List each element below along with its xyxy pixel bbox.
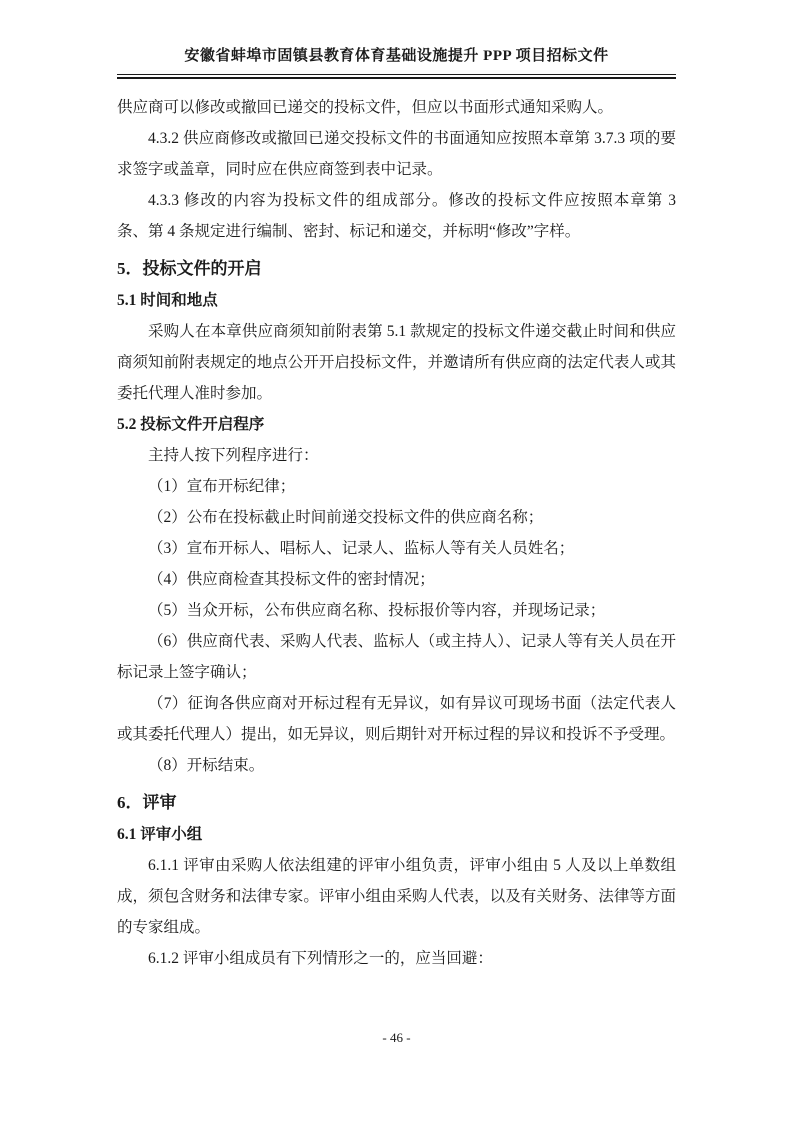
list-item-step-5: （5）当众开标，公布供应商名称、投标报价等内容，并现场记录； [148, 602, 606, 619]
list-item-step-8: （8）开标结束。 [148, 757, 265, 774]
subsection-heading-5-1: 5.1 时间和地点 [117, 292, 218, 309]
subsection-heading-6-1: 6.1 评审小组 [117, 826, 203, 843]
list-item-step-2: （2）公布在投标截止时间前递交投标文件的供应商名称； [148, 509, 544, 526]
clause-6-1-1: 6.1.1 评审由采购人依法组建的评审小组负责，评审小组由 5 人及以上单数组成，须包含财务和法律专家。评审小组由采购人代表，以及有关财务、法律等方面的专家组成。 [117, 857, 676, 936]
clause-4-3-2: 4.3.2 供应商修改或撤回已递交投标文件的书面通知应按照本章第 3.7.3 项的要求签字或盖章，同时应在供应商签到表中记录。 [117, 130, 676, 178]
page-header [117, 46, 676, 75]
clause-4-3-3: 4.3.3 修改的内容为投标文件的组成部分。修改的投标文件应按照本章第 3 条、第 4 条规定进行编制、密封、标记和递交，并标明“修改”字样。 [117, 192, 676, 240]
clause-6-1-2: 6.1.2 评审小组成员有下列情形之一的，应当回避： [148, 950, 493, 967]
header-title: 安徽省蚌埠市固镇县教育体育基础设施提升 PPP 项目招标文件 [184, 48, 609, 64]
list-item-step-6: （6）供应商代表、采购人代表、监标人（或主持人）、记录人等有关人员在开标记录上签字确认； [117, 633, 676, 681]
list-item-step-3: （3）宣布开标人、唱标人、记录人、监标人等有关人员姓名； [148, 540, 575, 557]
paragraph-5-2-intro: 主持人按下列程序进行： [148, 447, 319, 464]
section-heading-6: 6．评审 [117, 793, 177, 812]
document-body [117, 92, 676, 974]
list-item-step-1: （1）宣布开标纪律； [148, 478, 296, 495]
page-footer [0, 1030, 793, 1046]
page-number: - 46 - [382, 1030, 411, 1045]
list-item-step-7: （7）征询各供应商对开标过程有无异议，如有异议可现场书面（法定代表人或其委托代理人）提出，如无异议，则后期针对开标过程的异议和投诉不予受理。 [117, 695, 676, 743]
paragraph-5-1: 采购人在本章供应商须知前附表第 5.1 款规定的投标文件递交截止时间和供应商须知前附表规定的地点公开开启投标文件，并邀请所有供应商的法定代表人或其委托代理人准时参加。 [117, 323, 676, 402]
subsection-heading-5-2: 5.2 投标文件开启程序 [117, 416, 265, 433]
paragraph-continuation: 供应商可以修改或撤回已递交的投标文件，但应以书面形式通知采购人。 [117, 99, 614, 116]
list-item-step-4: （4）供应商检查其投标文件的密封情况； [148, 571, 435, 588]
header-rule [117, 77, 676, 79]
section-heading-5: 5．投标文件的开启 [117, 259, 262, 278]
